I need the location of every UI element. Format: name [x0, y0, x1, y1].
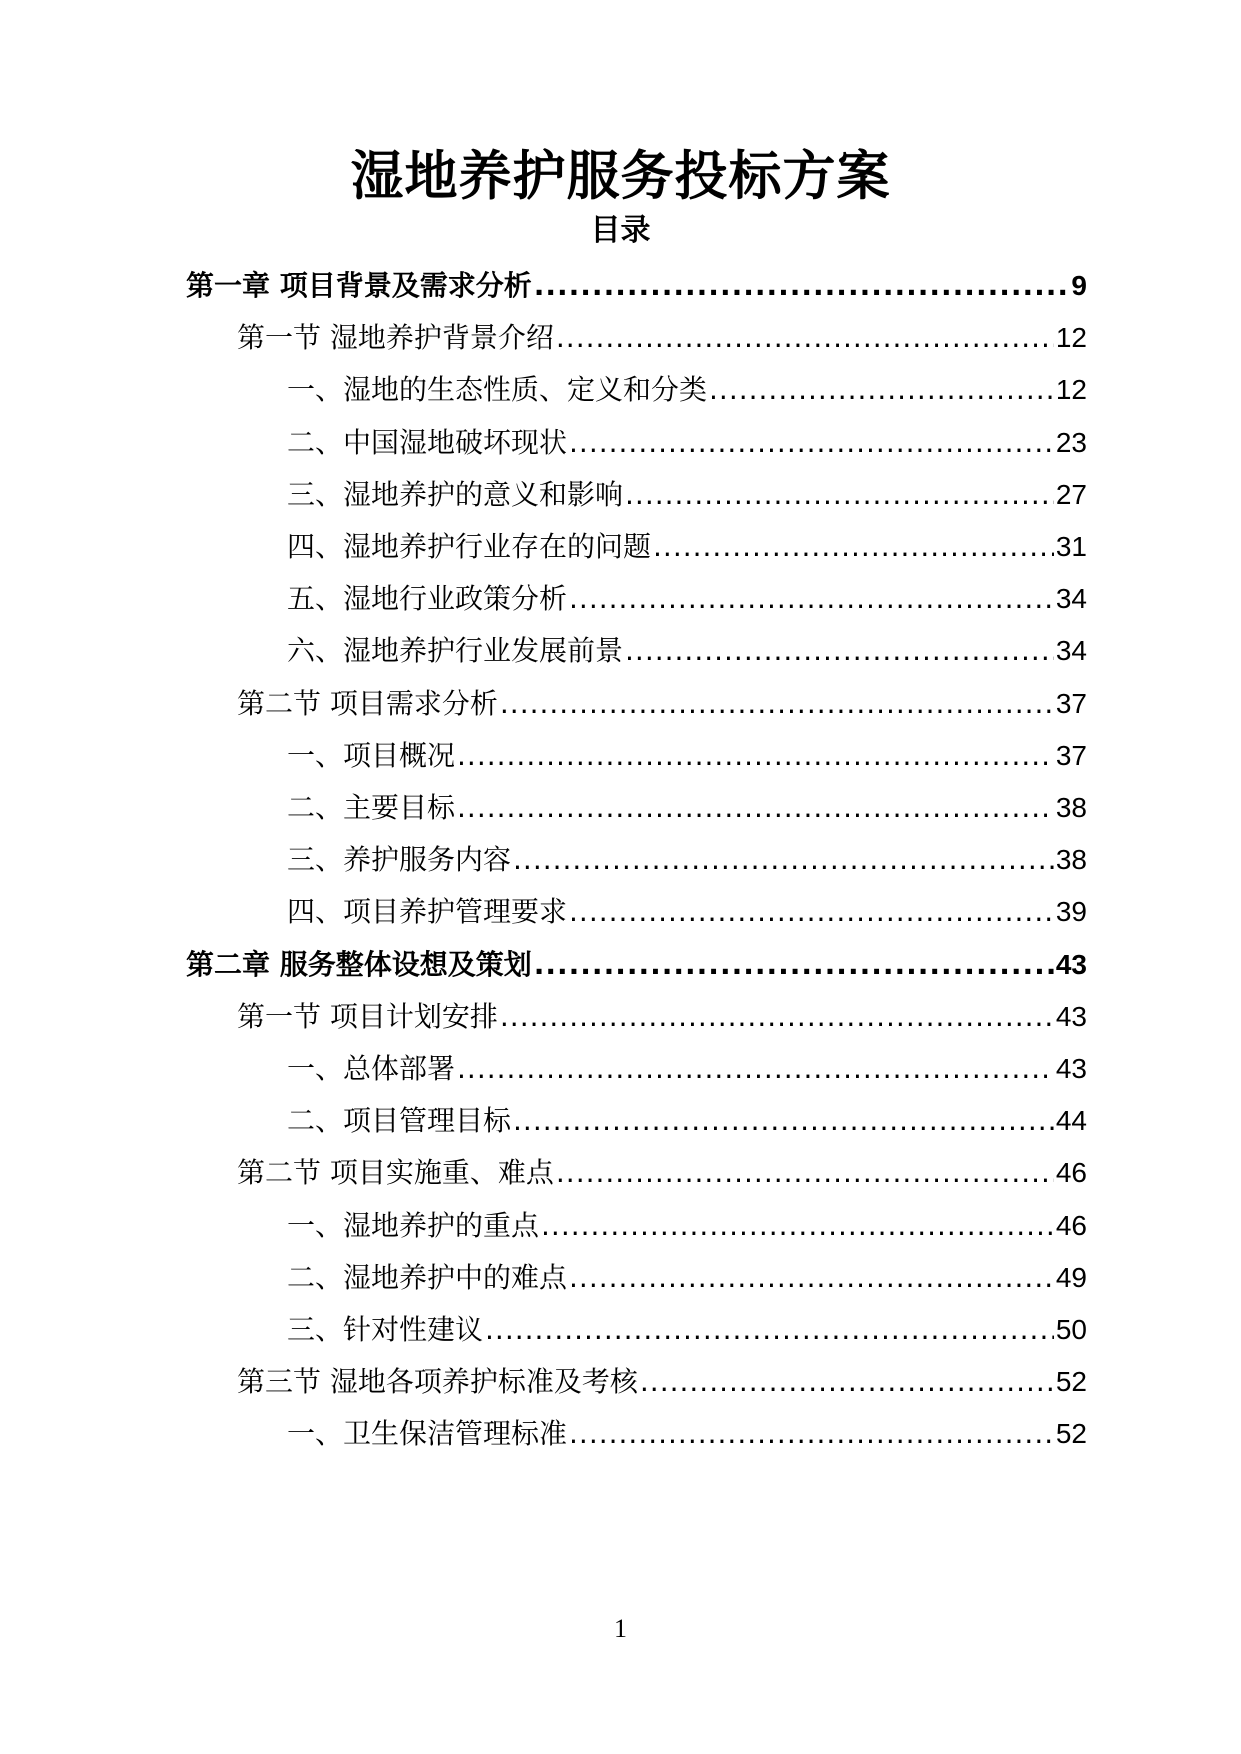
toc-entry-label: 二、湿地养护中的难点: [287, 1260, 568, 1294]
toc-dot-leader: [534, 257, 1070, 315]
toc-entry-page: 27: [1055, 478, 1087, 510]
toc-subsection-entry[interactable]: [287, 414, 1087, 472]
toc-dot-leader: [569, 883, 1054, 941]
toc-entry-label: 五、湿地行业政策分析: [287, 582, 568, 616]
toc-entry-page: 9: [1071, 270, 1087, 301]
toc-dot-leader: [709, 361, 1054, 419]
toc-entry-page: 50: [1055, 1314, 1087, 1345]
toc-entry-page: 43: [1055, 1000, 1087, 1032]
toc-subsection-entry[interactable]: [287, 622, 1087, 680]
toc-dot-leader: [569, 414, 1054, 472]
toc-dot-leader: [500, 988, 1054, 1046]
toc-entry-page: 52: [1055, 1366, 1087, 1398]
toc-subsection-entry[interactable]: [287, 1197, 1087, 1255]
toc-entry-page: 34: [1055, 583, 1087, 615]
toc-entry-label: 一、湿地的生态性质、定义和分类: [287, 373, 708, 407]
toc-dot-leader: [457, 727, 1054, 785]
toc-entry-label: 四、项目养护管理要求: [287, 895, 568, 929]
toc-dot-leader: [653, 518, 1054, 576]
toc-dot-leader: [457, 1040, 1054, 1098]
toc-entry-label: 第一节 湿地养护背景介绍: [237, 321, 554, 355]
toc-subsection-entry[interactable]: [287, 1092, 1087, 1150]
toc-dot-leader: [485, 1301, 1054, 1359]
toc-dot-leader: [625, 466, 1054, 524]
toc-entry-label: 一、卫生保洁管理标准: [287, 1417, 568, 1451]
toc-section-entry[interactable]: [237, 988, 1087, 1046]
toc-entry-label: 一、湿地养护的重点: [287, 1208, 540, 1242]
toc-entry-page: 46: [1055, 1157, 1087, 1189]
toc-subsection-entry[interactable]: [287, 1405, 1087, 1463]
toc-dot-leader: [640, 1353, 1054, 1411]
toc-dot-leader: [569, 1249, 1054, 1307]
toc-dot-leader: [569, 1405, 1054, 1463]
toc-entry-label: 第二节 项目实施重、难点: [237, 1156, 554, 1190]
toc-entry-page: 12: [1055, 374, 1087, 406]
toc-dot-leader: [513, 831, 1054, 889]
toc-heading: 目录: [590, 213, 651, 248]
toc-entry-label: 六、湿地养护行业发展前景: [287, 634, 624, 668]
toc-entry-page: 38: [1055, 844, 1087, 876]
toc-entry-page: 43: [1055, 1053, 1087, 1084]
toc-chapter-entry[interactable]: [186, 936, 1087, 994]
toc-subsection-entry[interactable]: [287, 361, 1087, 419]
toc-subsection-entry[interactable]: [287, 570, 1087, 628]
toc-entry-page: 46: [1055, 1209, 1087, 1241]
toc-subsection-entry[interactable]: [287, 831, 1087, 889]
toc-subsection-entry[interactable]: [287, 883, 1087, 941]
toc-entry-page: 49: [1055, 1261, 1087, 1293]
toc-entry-page: 23: [1055, 426, 1087, 458]
toc-dot-leader: [541, 1197, 1054, 1255]
toc-entry-page: 44: [1055, 1105, 1087, 1137]
document-title: 湿地养护服务投标方案: [350, 146, 891, 207]
toc-entry-label: 第二节 项目需求分析: [237, 686, 498, 720]
toc-section-entry[interactable]: [237, 1353, 1087, 1411]
toc-subsection-entry[interactable]: [287, 466, 1087, 524]
toc-subsection-entry[interactable]: [287, 518, 1087, 576]
toc-entry-label: 三、养护服务内容: [287, 843, 512, 877]
toc-entry-label: 三、针对性建议: [287, 1313, 484, 1346]
toc-dot-leader: [556, 1144, 1054, 1202]
toc-dot-leader: [513, 1092, 1054, 1150]
toc-subsection-entry[interactable]: [287, 1040, 1087, 1098]
toc-entry-label: 第三节 湿地各项养护标准及考核: [237, 1365, 638, 1399]
toc-entry-page: 39: [1055, 896, 1087, 928]
toc-entry-label: 三、湿地养护的意义和影响: [287, 477, 624, 511]
toc-entry-label: 第二章 服务整体设想及策划: [186, 947, 532, 981]
toc-entry-page: 37: [1055, 739, 1087, 771]
toc-dot-leader: [534, 936, 1054, 994]
toc-entry-page: 34: [1055, 635, 1087, 667]
page-number: 1: [614, 1614, 627, 1643]
toc-entry-label: 一、项目概况: [287, 738, 456, 772]
toc-entry-label: 一、总体部署: [287, 1052, 456, 1085]
toc-dot-leader: [556, 309, 1054, 367]
toc-entry-label: 二、主要目标: [287, 791, 456, 824]
toc-entry-label: 二、中国湿地破坏现状: [287, 425, 568, 459]
toc-entry-page: 52: [1055, 1418, 1087, 1450]
toc-dot-leader: [500, 675, 1054, 733]
toc-dot-leader: [625, 622, 1054, 680]
toc-subsection-entry[interactable]: [287, 779, 1087, 837]
toc-chapter-entry[interactable]: [186, 257, 1087, 315]
toc-entry-label: 二、项目管理目标: [287, 1104, 512, 1138]
toc-entry-page: 12: [1055, 322, 1087, 354]
toc-entry-page: 43: [1055, 948, 1087, 980]
toc-section-entry[interactable]: [237, 309, 1087, 367]
toc-subsection-entry[interactable]: [287, 727, 1087, 785]
toc-entry-label: 第一章 项目背景及需求分析: [186, 269, 532, 302]
toc-dot-leader: [457, 779, 1054, 837]
toc-entry-label: 第一节 项目计划安排: [237, 999, 498, 1033]
toc-subsection-entry[interactable]: [287, 1249, 1087, 1307]
toc-subsection-entry[interactable]: [287, 1301, 1087, 1359]
toc-dot-leader: [569, 570, 1054, 628]
toc-entry-label: 四、湿地养护行业存在的问题: [287, 530, 652, 563]
toc-entry-page: 37: [1055, 687, 1087, 719]
toc-section-entry[interactable]: [237, 1144, 1087, 1202]
toc-entry-page: 38: [1055, 792, 1087, 823]
toc-entry-page: 31: [1055, 531, 1087, 562]
toc-section-entry[interactable]: [237, 675, 1087, 733]
